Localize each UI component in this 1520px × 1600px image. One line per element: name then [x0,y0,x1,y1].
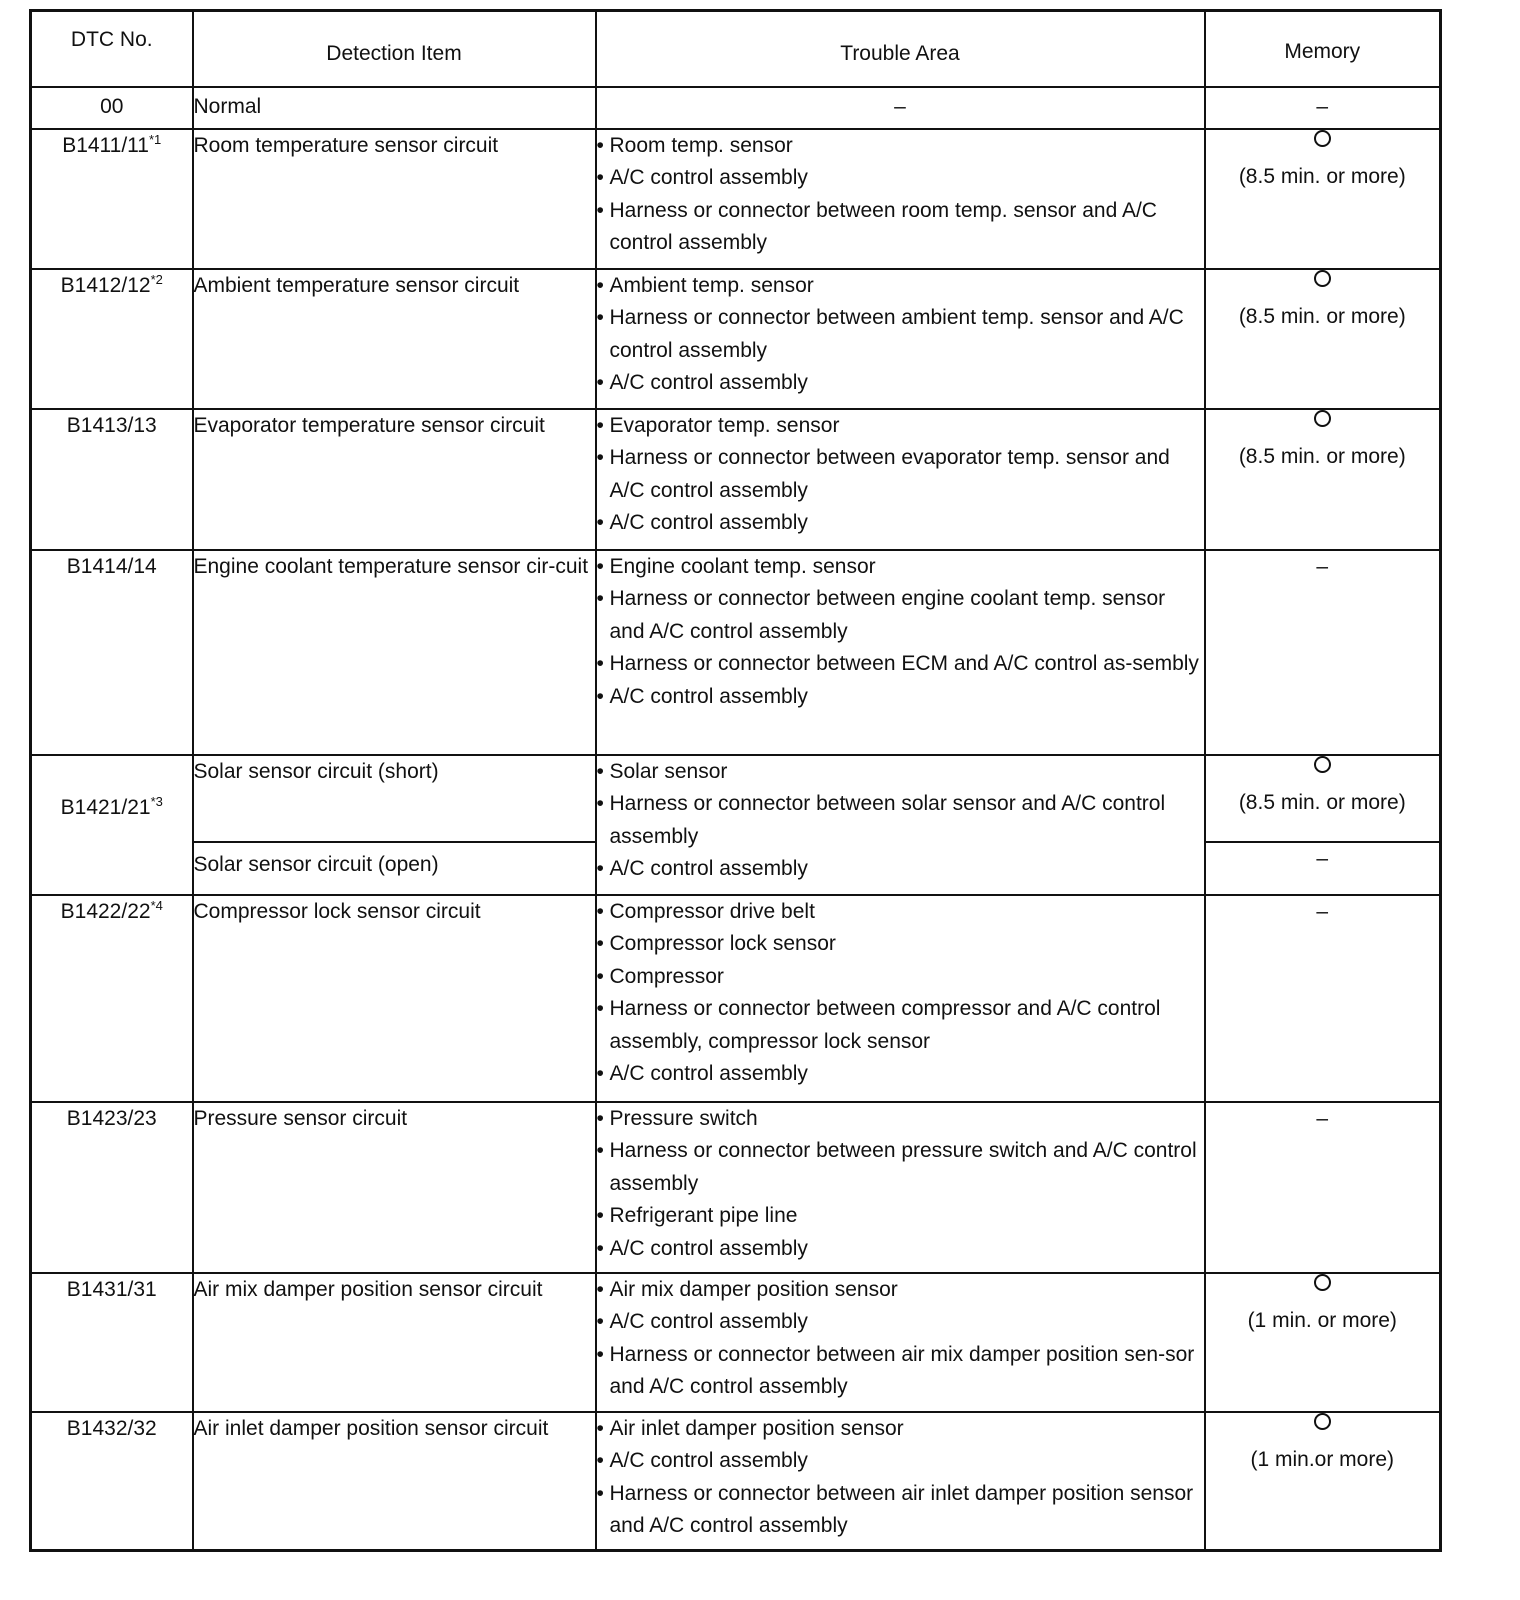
header-row [31,11,1441,87]
memory-value: – [1205,842,1441,895]
table-row [31,550,1441,755]
trouble-area: • Evaporator temp. sensor • Harness or connector between evaporator temp. sensor and A/C control assembly • A/C control assembly [596,409,1205,550]
trouble-area: • Air mix damper position sensor • A/C control assembly • Harness or connector between air mix damper position sen-sor and A/C control assembly [596,1273,1205,1412]
detection-item: Engine coolant temperature sensor cir-cuit [193,550,596,755]
detection-item: Room temperature sensor circuit [193,129,596,269]
table-row [31,1273,1441,1412]
trouble-area: • Engine coolant temp. sensor • Harness or connector between engine coolant temp. sensor and A/C control assembly • Harness or connector between ECM and A/C control as-sembly • A/C control assembly [596,550,1205,755]
dtc-code: B1421/21$^{*3}$ [31,755,193,895]
trouble-area: • Room temp. sensor • A/C control assembly • Harness or connector between room temp. sensor and A/C control assembly [596,129,1205,269]
trouble-area: • Solar sensor • Harness or connector between solar sensor and A/C control assembly • A/C control assembly [596,755,1205,895]
circle-mark-icon [1314,1274,1331,1291]
trouble-area: – [596,87,1205,129]
trouble-area: • Pressure switch • Harness or connector between pressure switch and A/C control assembly • Refrigerant pipe line • A/C control assembly [596,1102,1205,1273]
trouble-area: • Air inlet damper position sensor • A/C control assembly • Harness or connector between air inlet damper position sensor and A/C control assembly [596,1412,1205,1551]
memory-value: (8.5 min. or more) [1205,269,1441,409]
detection-item: Ambient temperature sensor circuit [193,269,596,409]
memory-value: – [1205,895,1441,1102]
detection-item: Normal [193,87,596,129]
table-row [31,129,1441,269]
detection-item: Evaporator temperature sensor circuit [193,409,596,550]
detection-item: Pressure sensor circuit [193,1102,596,1273]
memory-value: – [1205,550,1441,755]
circle-mark-icon [1314,270,1331,287]
header-trouble-area: Trouble Area [596,11,1205,87]
header-dtc-no: DTC No. [31,11,193,87]
circle-mark-icon [1314,756,1331,773]
table-row [31,87,1441,129]
dtc-code: B1413/13 [31,409,193,550]
table-row [31,409,1441,550]
trouble-area: • Compressor drive belt • Compressor lock sensor • Compressor • Harness or connector between compressor and A/C control assembly, compressor lock sensor • A/C control assembly [596,895,1205,1102]
dtc-code: B1412/12$^{*2}$ [31,269,193,409]
memory-value: (1 min.or more) [1205,1412,1441,1551]
dtc-code: B1414/14 [31,550,193,755]
detection-item: Air inlet damper position sensor circuit [193,1412,596,1551]
circle-mark-icon [1314,1413,1331,1430]
table-row [31,895,1441,1102]
dtc-code: 00 [31,87,193,129]
detection-item: Air mix damper position sensor circuit [193,1273,596,1412]
dtc-code: B1422/22$^{*4}$ [31,895,193,1102]
dtc-code: B1411/11$^{*1}$ [31,129,193,269]
header-detection-item: Detection Item [193,11,596,87]
circle-mark-icon [1314,410,1331,427]
table-row [31,1102,1441,1273]
memory-value: (8.5 min. or more) [1205,129,1441,269]
dtc-code: B1423/23 [31,1102,193,1273]
table-row [31,269,1441,409]
table-row [31,1412,1441,1551]
memory-value: (8.5 min. or more) [1205,755,1441,842]
detection-item: Compressor lock sensor circuit [193,895,596,1102]
trouble-area: • Ambient temp. sensor • Harness or connector between ambient temp. sensor and A/C control assembly • A/C control assembly [596,269,1205,409]
dtc-code: B1432/32 [31,1412,193,1551]
header-memory: Memory [1205,11,1441,87]
memory-value: – [1205,1102,1441,1273]
detection-item: Solar sensor circuit (open) [193,842,596,895]
detection-item: Solar sensor circuit (short) [193,755,596,842]
memory-value: – [1205,87,1441,129]
dtc-code: B1431/31 [31,1273,193,1412]
memory-value: (1 min. or more) [1205,1273,1441,1412]
dtc-table [29,9,1442,1552]
memory-value: (8.5 min. or more) [1205,409,1441,550]
circle-mark-icon [1314,130,1331,147]
table-row [31,755,1441,842]
